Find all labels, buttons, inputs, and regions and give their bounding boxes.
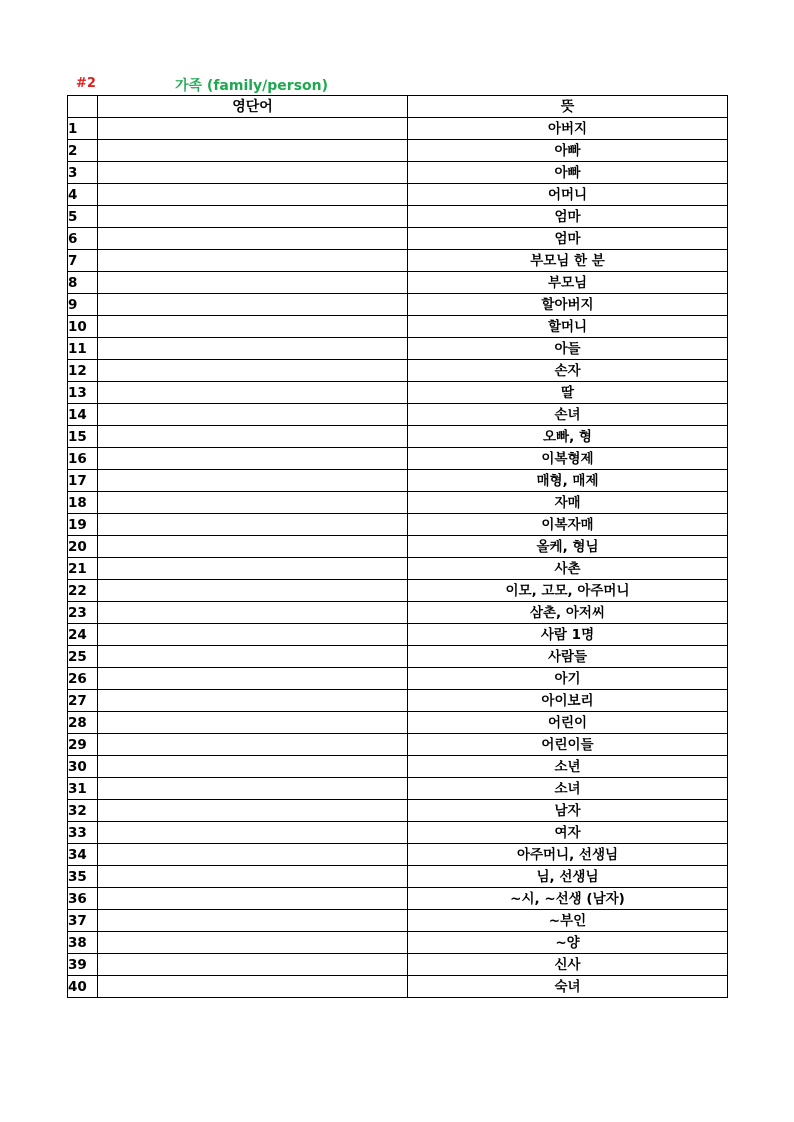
meaning-cell: 남자	[408, 800, 728, 822]
row-number: 29	[68, 734, 98, 756]
row-number: 8	[68, 272, 98, 294]
english-word-cell[interactable]	[98, 778, 408, 800]
meaning-cell: 삼촌, 아저씨	[408, 602, 728, 624]
row-number: 6	[68, 228, 98, 250]
meaning-cell: 이복자매	[408, 514, 728, 536]
row-number: 5	[68, 206, 98, 228]
row-number: 20	[68, 536, 98, 558]
row-number: 34	[68, 844, 98, 866]
meaning-cell: 아기	[408, 668, 728, 690]
meaning-cell: 사람 1명	[408, 624, 728, 646]
table-row	[68, 514, 728, 536]
meaning-cell: 여자	[408, 822, 728, 844]
table-row	[68, 338, 728, 360]
table-row	[68, 888, 728, 910]
english-word-cell[interactable]	[98, 646, 408, 668]
vocabulary-table	[67, 95, 728, 998]
english-word-cell[interactable]	[98, 844, 408, 866]
english-word-cell[interactable]	[98, 228, 408, 250]
table-row	[68, 580, 728, 602]
row-number: 40	[68, 976, 98, 998]
meaning-cell: 아이보리	[408, 690, 728, 712]
row-number: 17	[68, 470, 98, 492]
table-row	[68, 624, 728, 646]
table-row	[68, 272, 728, 294]
sheet-header	[68, 74, 728, 94]
table-row	[68, 250, 728, 272]
meaning-cell: 아주머니, 선생님	[408, 844, 728, 866]
meaning-cell: ~시, ~선생 (남자)	[408, 888, 728, 910]
meaning-cell: 이복형제	[408, 448, 728, 470]
table-row	[68, 690, 728, 712]
meaning-cell: 오빠, 형	[408, 426, 728, 448]
meaning-cell: 할아버지	[408, 294, 728, 316]
row-number: 25	[68, 646, 98, 668]
meaning-cell: 손녀	[408, 404, 728, 426]
table-body	[68, 118, 728, 998]
english-word-cell[interactable]	[98, 316, 408, 338]
row-number: 12	[68, 360, 98, 382]
meaning-cell: 자매	[408, 492, 728, 514]
row-number: 35	[68, 866, 98, 888]
table-row	[68, 932, 728, 954]
table-row	[68, 646, 728, 668]
row-number: 22	[68, 580, 98, 602]
english-word-cell[interactable]	[98, 426, 408, 448]
english-word-cell[interactable]	[98, 492, 408, 514]
meaning-cell: 아빠	[408, 140, 728, 162]
table-row	[68, 536, 728, 558]
meaning-cell: 이모, 고모, 아주머니	[408, 580, 728, 602]
row-number: 4	[68, 184, 98, 206]
meaning-cell: 엄마	[408, 206, 728, 228]
table-row	[68, 910, 728, 932]
english-word-cell[interactable]	[98, 734, 408, 756]
table-row	[68, 734, 728, 756]
english-word-cell[interactable]	[98, 822, 408, 844]
row-number: 27	[68, 690, 98, 712]
column-header-number	[68, 96, 98, 118]
table-row	[68, 954, 728, 976]
sheet-title: 가족 (family/person)	[175, 78, 329, 94]
row-number: 13	[68, 382, 98, 404]
row-number: 11	[68, 338, 98, 360]
table-row	[68, 382, 728, 404]
english-word-cell[interactable]	[98, 360, 408, 382]
row-number: 2	[68, 140, 98, 162]
row-number: 37	[68, 910, 98, 932]
table-row	[68, 206, 728, 228]
row-number: 21	[68, 558, 98, 580]
meaning-cell: 엄마	[408, 228, 728, 250]
meaning-cell: 숙녀	[408, 976, 728, 998]
table-row	[68, 294, 728, 316]
meaning-cell: 어린이들	[408, 734, 728, 756]
meaning-cell: 부모님	[408, 272, 728, 294]
table-row	[68, 800, 728, 822]
column-header-meaning: 뜻	[408, 96, 728, 118]
english-word-cell[interactable]	[98, 976, 408, 998]
english-word-cell[interactable]	[98, 294, 408, 316]
english-word-cell[interactable]	[98, 382, 408, 404]
english-word-cell[interactable]	[98, 250, 408, 272]
english-word-cell[interactable]	[98, 162, 408, 184]
english-word-cell[interactable]	[98, 272, 408, 294]
row-number: 38	[68, 932, 98, 954]
meaning-cell: 할머니	[408, 316, 728, 338]
row-number: 18	[68, 492, 98, 514]
english-word-cell[interactable]	[98, 140, 408, 162]
table-row	[68, 756, 728, 778]
row-number: 30	[68, 756, 98, 778]
english-word-cell[interactable]	[98, 184, 408, 206]
row-number: 32	[68, 800, 98, 822]
english-word-cell[interactable]	[98, 668, 408, 690]
table-header-row	[68, 96, 728, 118]
english-word-cell[interactable]	[98, 448, 408, 470]
english-word-cell[interactable]	[98, 580, 408, 602]
meaning-cell: 소녀	[408, 778, 728, 800]
meaning-cell: 아빠	[408, 162, 728, 184]
row-number: 36	[68, 888, 98, 910]
english-word-cell[interactable]	[98, 712, 408, 734]
english-word-cell[interactable]	[98, 932, 408, 954]
meaning-cell: 님, 선생님	[408, 866, 728, 888]
english-word-cell[interactable]	[98, 206, 408, 228]
meaning-cell: 어린이	[408, 712, 728, 734]
row-number: 10	[68, 316, 98, 338]
table-row	[68, 470, 728, 492]
table-row	[68, 184, 728, 206]
table-row	[68, 822, 728, 844]
table-row	[68, 492, 728, 514]
row-number: 33	[68, 822, 98, 844]
english-word-cell[interactable]	[98, 888, 408, 910]
table-row	[68, 162, 728, 184]
meaning-cell: 사촌	[408, 558, 728, 580]
meaning-cell: 아들	[408, 338, 728, 360]
english-word-cell[interactable]	[98, 404, 408, 426]
row-number: 26	[68, 668, 98, 690]
table-row	[68, 778, 728, 800]
meaning-cell: 신사	[408, 954, 728, 976]
meaning-cell: 매형, 매제	[408, 470, 728, 492]
row-number: 28	[68, 712, 98, 734]
english-word-cell[interactable]	[98, 910, 408, 932]
row-number: 3	[68, 162, 98, 184]
table-row	[68, 668, 728, 690]
meaning-cell: 소년	[408, 756, 728, 778]
sheet-number: #2	[76, 76, 96, 91]
meaning-cell: 어머니	[408, 184, 728, 206]
english-word-cell[interactable]	[98, 690, 408, 712]
row-number: 15	[68, 426, 98, 448]
meaning-cell: 사람들	[408, 646, 728, 668]
table-row	[68, 404, 728, 426]
row-number: 7	[68, 250, 98, 272]
meaning-cell: 아버지	[408, 118, 728, 140]
english-word-cell[interactable]	[98, 866, 408, 888]
table-row	[68, 602, 728, 624]
english-word-cell[interactable]	[98, 624, 408, 646]
row-number: 1	[68, 118, 98, 140]
english-word-cell[interactable]	[98, 800, 408, 822]
table-row	[68, 844, 728, 866]
meaning-cell: 올케, 형님	[408, 536, 728, 558]
english-word-cell[interactable]	[98, 118, 408, 140]
table-row	[68, 448, 728, 470]
meaning-cell: 딸	[408, 382, 728, 404]
table-row	[68, 866, 728, 888]
meaning-cell: 부모님 한 분	[408, 250, 728, 272]
row-number: 23	[68, 602, 98, 624]
english-word-cell[interactable]	[98, 558, 408, 580]
english-word-cell[interactable]	[98, 338, 408, 360]
table-row	[68, 360, 728, 382]
table-row	[68, 118, 728, 140]
table-row	[68, 558, 728, 580]
table-row	[68, 976, 728, 998]
column-header-word: 영단어	[98, 96, 408, 118]
table-row	[68, 316, 728, 338]
row-number: 16	[68, 448, 98, 470]
table-row	[68, 426, 728, 448]
english-word-cell[interactable]	[98, 536, 408, 558]
english-word-cell[interactable]	[98, 756, 408, 778]
row-number: 14	[68, 404, 98, 426]
table-row	[68, 228, 728, 250]
english-word-cell[interactable]	[98, 470, 408, 492]
table-row	[68, 140, 728, 162]
english-word-cell[interactable]	[98, 954, 408, 976]
meaning-cell: ~부인	[408, 910, 728, 932]
meaning-cell: ~양	[408, 932, 728, 954]
row-number: 9	[68, 294, 98, 316]
row-number: 39	[68, 954, 98, 976]
row-number: 19	[68, 514, 98, 536]
table-row	[68, 712, 728, 734]
row-number: 31	[68, 778, 98, 800]
english-word-cell[interactable]	[98, 602, 408, 624]
english-word-cell[interactable]	[98, 514, 408, 536]
meaning-cell: 손자	[408, 360, 728, 382]
row-number: 24	[68, 624, 98, 646]
